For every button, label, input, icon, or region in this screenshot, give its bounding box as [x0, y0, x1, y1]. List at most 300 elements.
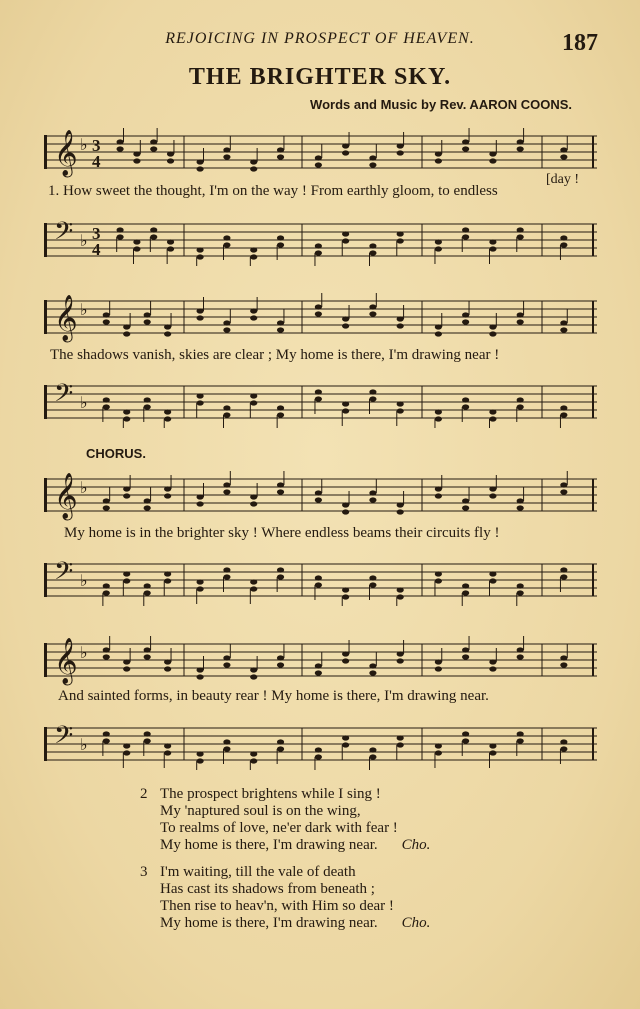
note-head: [369, 582, 376, 587]
note-head: [342, 509, 349, 514]
note-head: [277, 662, 284, 667]
note-head: [123, 666, 130, 671]
note-head: [196, 254, 203, 259]
note-head: [103, 654, 110, 659]
music-system-1: [44, 120, 597, 270]
note-head: [560, 655, 567, 660]
flat-icon: ♭: [80, 300, 88, 319]
note-head: [103, 498, 110, 503]
note-head: [517, 738, 524, 743]
note-head: [397, 143, 404, 148]
verse-number: 2: [140, 786, 148, 802]
note-head: [103, 647, 110, 652]
note-head: [560, 489, 567, 494]
note-head: [250, 393, 257, 398]
note-head: [369, 389, 376, 394]
note-head: [489, 493, 496, 498]
note-head: [369, 747, 376, 752]
note-head: [462, 234, 469, 239]
note-head: [435, 659, 442, 664]
note-head: [144, 319, 151, 324]
bass-clef-icon: 𝄢: [54, 217, 74, 252]
note-head: [342, 742, 349, 747]
flat-icon: ♭: [80, 478, 88, 497]
system-bracket: [44, 478, 47, 512]
note-head: [223, 489, 230, 494]
note-head: [315, 670, 322, 675]
note-head: [435, 324, 442, 329]
note-head: [277, 574, 284, 579]
note-head: [435, 571, 442, 576]
refrain-marker: Cho.: [401, 915, 431, 931]
note-head: [489, 409, 496, 414]
note-head: [116, 234, 123, 239]
music-system-3: [44, 463, 597, 613]
note-head: [123, 743, 130, 748]
chorus-label: CHORUS.: [86, 446, 146, 461]
note-head: [144, 731, 151, 736]
note-head: [167, 151, 174, 156]
note-head: [462, 227, 469, 232]
note-head: [164, 743, 171, 748]
note-head: [397, 509, 404, 514]
note-head: [315, 754, 322, 759]
note-head: [489, 416, 496, 421]
note-head: [560, 746, 567, 751]
note-head: [167, 239, 174, 244]
treble-staff: [44, 128, 597, 176]
note-head: [223, 482, 230, 487]
note-head: [164, 750, 171, 755]
note-head: [315, 250, 322, 255]
note-head: [517, 227, 524, 232]
refrain-marker: Cho.: [401, 837, 431, 853]
note-head: [315, 155, 322, 160]
note-head: [435, 486, 442, 491]
note-head: [342, 401, 349, 406]
running-head: REJOICING IN PROSPECT OF HEAVEN.: [165, 30, 475, 47]
note-head: [342, 143, 349, 148]
note-head: [164, 409, 171, 414]
note-head: [342, 587, 349, 592]
note-head: [196, 308, 203, 313]
lyric-line-4: And sainted forms, in beauty rear ! My home is there, I'm drawing near.: [58, 688, 489, 704]
note-head: [144, 505, 151, 510]
note-head: [164, 659, 171, 664]
note-head: [369, 490, 376, 495]
note-head: [315, 304, 322, 309]
note-head: [517, 146, 524, 151]
note-head: [489, 158, 496, 163]
note-head: [164, 331, 171, 336]
note-head: [103, 312, 110, 317]
note-head: [164, 416, 171, 421]
lyric-line-3: My home is in the brighter sky ! Where endless beams their circuits fly !: [64, 525, 500, 541]
time-signature-top: 3: [92, 136, 101, 155]
note-head: [517, 590, 524, 595]
note-head: [164, 324, 171, 329]
note-head: [196, 315, 203, 320]
note-head: [489, 486, 496, 491]
note-head: [560, 405, 567, 410]
note-head: [342, 231, 349, 236]
note-head: [489, 151, 496, 156]
note-head: [250, 586, 257, 591]
note-head: [223, 147, 230, 152]
note-head: [369, 243, 376, 248]
note-head: [369, 396, 376, 401]
note-head: [489, 578, 496, 583]
note-head: [103, 319, 110, 324]
note-head: [560, 574, 567, 579]
note-head: [277, 327, 284, 332]
treble-clef-icon: 𝄞: [54, 130, 78, 176]
note-head: [250, 758, 257, 763]
page-number: 187: [562, 30, 598, 56]
note-head: [517, 647, 524, 652]
lyric-line-2: The shadows vanish, skies are clear ; My home is there, I'm drawing near !: [50, 347, 500, 363]
note-head: [277, 154, 284, 159]
note-head: [196, 674, 203, 679]
note-head: [123, 486, 130, 491]
note-head: [517, 583, 524, 588]
note-head: [277, 567, 284, 572]
note-head: [517, 654, 524, 659]
treble-staff: [44, 293, 597, 341]
note-head: [489, 659, 496, 664]
note-head: [196, 751, 203, 756]
note-head: [315, 575, 322, 580]
note-head: [277, 489, 284, 494]
music-system-2: [44, 285, 597, 435]
verse-line: My 'naptured soul is on the wing,: [160, 803, 361, 819]
note-head: [560, 327, 567, 332]
note-head: [369, 575, 376, 580]
flat-icon: ♭: [80, 643, 88, 662]
note-head: [435, 743, 442, 748]
note-head: [223, 662, 230, 667]
note-head: [277, 746, 284, 751]
note-head: [435, 239, 442, 244]
note-head: [250, 166, 257, 171]
note-head: [462, 654, 469, 659]
note-head: [144, 397, 151, 402]
note-head: [397, 587, 404, 592]
note-head: [223, 746, 230, 751]
note-head: [123, 409, 130, 414]
note-head: [369, 162, 376, 167]
note-head: [250, 159, 257, 164]
note-head: [435, 578, 442, 583]
note-head: [517, 397, 524, 402]
note-head: [103, 738, 110, 743]
note-head: [315, 162, 322, 167]
note-head: [164, 493, 171, 498]
system-bracket: [44, 223, 47, 257]
note-head: [315, 663, 322, 668]
note-head: [462, 404, 469, 409]
verse-number: 3: [140, 864, 148, 880]
note-head: [369, 663, 376, 668]
note-head: [462, 139, 469, 144]
note-head: [517, 319, 524, 324]
note-head: [103, 583, 110, 588]
note-head: [342, 651, 349, 656]
note-head: [116, 227, 123, 232]
note-head: [123, 324, 130, 329]
note-head: [196, 667, 203, 672]
note-head: [397, 238, 404, 243]
system-bracket: [44, 563, 47, 597]
note-head: [315, 747, 322, 752]
note-head: [315, 497, 322, 502]
note-head: [277, 147, 284, 152]
note-head: [435, 158, 442, 163]
note-head: [560, 662, 567, 667]
note-head: [196, 393, 203, 398]
note-head: [164, 666, 171, 671]
bass-staff: [44, 556, 597, 596]
note-head: [397, 735, 404, 740]
note-head: [462, 731, 469, 736]
note-head: [462, 312, 469, 317]
note-head: [315, 396, 322, 401]
bass-staff: [44, 378, 597, 418]
note-head: [489, 743, 496, 748]
note-head: [164, 486, 171, 491]
note-head: [462, 498, 469, 503]
note-head: [369, 155, 376, 160]
note-head: [144, 647, 151, 652]
note-head: [277, 412, 284, 417]
note-head: [133, 158, 140, 163]
note-head: [277, 405, 284, 410]
note-head: [277, 482, 284, 487]
note-head: [369, 497, 376, 502]
time-signature-bottom: 4: [92, 152, 101, 171]
note-head: [123, 416, 130, 421]
note-head: [397, 150, 404, 155]
note-head: [277, 320, 284, 325]
note-head: [223, 739, 230, 744]
note-head: [560, 320, 567, 325]
treble-staff: [44, 636, 597, 684]
note-head: [250, 501, 257, 506]
note-head: [517, 234, 524, 239]
note-head: [250, 400, 257, 405]
system-bracket: [44, 385, 47, 419]
note-head: [517, 505, 524, 510]
note-head: [223, 154, 230, 159]
note-head: [342, 150, 349, 155]
note-head: [223, 405, 230, 410]
note-head: [315, 243, 322, 248]
note-head: [196, 400, 203, 405]
note-head: [103, 731, 110, 736]
note-head: [123, 331, 130, 336]
note-head: [369, 250, 376, 255]
note-head: [196, 586, 203, 591]
note-head: [223, 242, 230, 247]
note-head: [223, 412, 230, 417]
treble-clef-icon: 𝄞: [54, 295, 78, 341]
note-head: [369, 670, 376, 675]
note-head: [144, 654, 151, 659]
note-head: [315, 490, 322, 495]
note-head: [103, 505, 110, 510]
verse-3: [140, 864, 430, 932]
system-bracket: [44, 727, 47, 761]
flat-icon: ♭: [80, 393, 88, 412]
note-head: [397, 323, 404, 328]
note-head: [462, 146, 469, 151]
note-head: [250, 667, 257, 672]
note-head: [150, 139, 157, 144]
note-head: [144, 498, 151, 503]
note-head: [342, 594, 349, 599]
note-head: [397, 316, 404, 321]
note-head: [397, 742, 404, 747]
note-head: [489, 324, 496, 329]
note-head: [250, 674, 257, 679]
note-head: [560, 412, 567, 417]
note-head: [315, 582, 322, 587]
note-head: [164, 571, 171, 576]
note-head: [489, 239, 496, 244]
note-head: [150, 234, 157, 239]
note-head: [369, 754, 376, 759]
note-head: [560, 567, 567, 572]
note-head: [196, 247, 203, 252]
note-head: [196, 166, 203, 171]
note-head: [250, 247, 257, 252]
verse-2: [140, 786, 430, 854]
flat-icon: ♭: [80, 735, 88, 754]
note-head: [397, 408, 404, 413]
note-head: [342, 658, 349, 663]
bass-clef-icon: 𝄢: [54, 721, 74, 756]
note-head: [489, 750, 496, 755]
note-head: [489, 666, 496, 671]
note-head: [144, 312, 151, 317]
note-head: [517, 139, 524, 144]
note-head: [250, 315, 257, 320]
note-head: [144, 404, 151, 409]
note-head: [277, 242, 284, 247]
note-head: [462, 583, 469, 588]
note-head: [196, 758, 203, 763]
note-head: [560, 482, 567, 487]
lyric-line-1: 1. How sweet the thought, I'm on the way ! From earthly gloom, to endless: [48, 183, 498, 199]
note-head: [489, 571, 496, 576]
note-head: [397, 231, 404, 236]
note-head: [342, 735, 349, 740]
note-head: [123, 493, 130, 498]
note-head: [103, 590, 110, 595]
note-head: [223, 235, 230, 240]
note-head: [435, 409, 442, 414]
note-head: [517, 498, 524, 503]
note-head: [435, 151, 442, 156]
note-head: [342, 238, 349, 243]
note-head: [462, 319, 469, 324]
verse-line: The prospect brightens while I sing !: [160, 786, 381, 802]
note-head: [342, 316, 349, 321]
note-head: [133, 151, 140, 156]
note-head: [150, 146, 157, 151]
note-head: [123, 571, 130, 576]
verse-line: My home is there, I'm drawing near.: [160, 915, 378, 931]
note-head: [223, 574, 230, 579]
note-head: [277, 739, 284, 744]
note-head: [223, 320, 230, 325]
note-head: [223, 327, 230, 332]
note-head: [560, 154, 567, 159]
time-signature-bottom: 4: [92, 240, 101, 259]
flat-icon: ♭: [80, 231, 88, 250]
note-head: [196, 501, 203, 506]
system-bracket: [44, 135, 47, 169]
note-head: [167, 158, 174, 163]
note-head: [250, 494, 257, 499]
note-head: [250, 254, 257, 259]
note-head: [489, 331, 496, 336]
note-head: [144, 583, 151, 588]
note-head: [277, 655, 284, 660]
note-head: [435, 246, 442, 251]
flat-icon: ♭: [80, 135, 88, 154]
hymn-credit: Words and Music by Rev. AARON COONS.: [310, 97, 572, 112]
verse-line: I'm waiting, till the vale of death: [160, 864, 356, 880]
hymn-title: THE BRIGHTER SKY.: [188, 64, 452, 90]
flat-icon: ♭: [80, 571, 88, 590]
note-head: [462, 397, 469, 402]
note-head: [103, 397, 110, 402]
verse-line: To realms of love, ne'er dark with fear !: [160, 820, 398, 836]
note-head: [397, 401, 404, 406]
note-head: [435, 666, 442, 671]
system-bracket: [44, 300, 47, 334]
note-head: [144, 738, 151, 743]
verse-line: Has cast its shadows from beneath ;: [160, 881, 375, 897]
note-head: [342, 408, 349, 413]
time-signature-top: 3: [92, 224, 101, 243]
note-head: [462, 590, 469, 595]
note-head: [342, 323, 349, 328]
note-head: [250, 308, 257, 313]
note-head: [196, 159, 203, 164]
note-head: [435, 750, 442, 755]
treble-clef-icon: 𝄞: [54, 473, 78, 519]
note-head: [517, 731, 524, 736]
note-head: [397, 658, 404, 663]
note-head: [560, 242, 567, 247]
note-head: [277, 235, 284, 240]
note-head: [462, 505, 469, 510]
note-head: [342, 502, 349, 507]
note-head: [250, 579, 257, 584]
note-head: [150, 227, 157, 232]
note-head: [123, 750, 130, 755]
note-head: [489, 246, 496, 251]
note-head: [369, 304, 376, 309]
note-head: [435, 493, 442, 498]
verse-line: Then rise to heav'n, with Him so dear !: [160, 898, 394, 914]
note-head: [517, 404, 524, 409]
verse-line: My home is there, I'm drawing near.: [160, 837, 378, 853]
bass-clef-icon: 𝄢: [54, 379, 74, 414]
bass-clef-icon: 𝄢: [54, 557, 74, 592]
